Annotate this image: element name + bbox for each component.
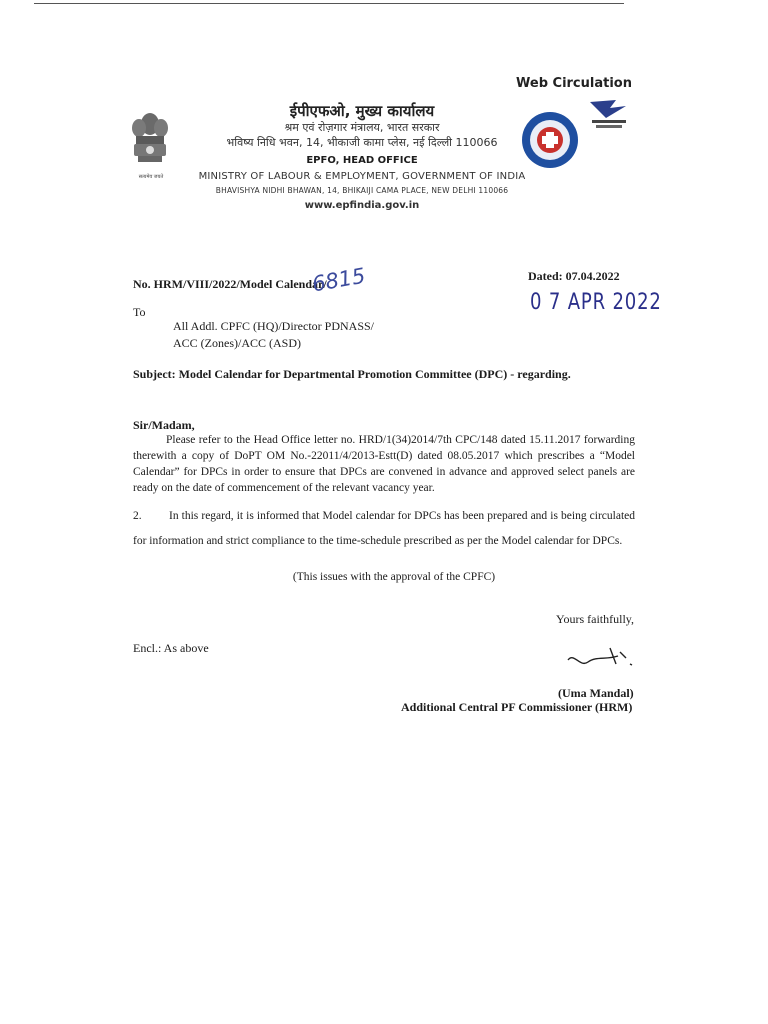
english-office-title: EPFO, HEAD OFFICE: [306, 155, 418, 166]
recipient-line-2: ACC (Zones)/ACC (ASD): [173, 336, 301, 350]
hindi-office-title: ईपीएफओ, मुख्य कार्यालय: [289, 102, 435, 120]
approval-note: [0, 571, 768, 583]
recipient-address: [173, 318, 374, 352]
hindi-ministry: श्रम एवं रोज़गार मंत्रालय, भारत सरकार: [284, 121, 440, 134]
closing: Yours faithfully,: [556, 612, 635, 626]
signature-icon: [560, 638, 640, 678]
scan-edge-line: [34, 3, 624, 4]
web-circulation-label: Web Circulation: [516, 76, 632, 91]
letterhead: [172, 102, 552, 211]
paragraph-2-text: In this regard, it is informed that Model calendar for DPCs has been prepared and is being circulated for information and strict compliance to the time-schedule prescribed as per the Model calendar for DPCs.: [133, 510, 635, 547]
signatory-name: (Uma Mandal): [558, 686, 634, 700]
letter-date: Dated: 07.04.2022: [528, 269, 620, 283]
approval-text: (This issues with the approval of the CPFC): [292, 571, 496, 583]
paragraph-2-number: 2.: [133, 510, 142, 522]
signatory-designation: Additional Central PF Commissioner (HRM): [401, 700, 633, 714]
handwritten-number: 6815: [310, 263, 368, 297]
enclosure-note: Encl.: As above: [133, 641, 209, 655]
emblem-caption: सत्यमेव जयते: [138, 174, 164, 180]
english-ministry: MINISTRY OF LABOUR & EMPLOYMENT, GOVERNMENT OF INDIA: [198, 171, 526, 182]
national-emblem-icon: [126, 106, 174, 176]
recipient-line-1: All Addl. CPFC (HQ)/Director PDNASS/: [173, 319, 375, 333]
salutation: Sir/Madam,: [133, 418, 195, 432]
subject-line: Subject: Model Calendar for Departmental Promotion Committee (DPC) - regarding.: [133, 367, 571, 381]
website-link[interactable]: www.epfindia.gov.in: [304, 200, 420, 211]
reference-number: No. HRM/VIII/2022/Model Calendar/: [133, 277, 327, 291]
date-stamp: 0 7 APR 2022: [530, 290, 662, 315]
to-label: To: [133, 305, 146, 319]
paragraph-1: Please refer to the Head Office letter no. HRD/1(34)2014/7th CPC/148 dated 15.11.2017 forwarding therewith a copy of DoPT OM No.-22011/4/2013-Estt(D) dated 08.05.2017 which prescribes a “Model Calendar” for DPCs in order to ensure that DPCs are convened in advance and approved select panels are ready on the date of commencement of the relevant vacancy year.: [133, 434, 635, 494]
hindi-address: भविष्य निधि भवन, 14, भीकाजी कामा प्लेस, नई दिल्ली 110066: [226, 136, 498, 149]
amrit-mahotsav-logo-icon: [586, 96, 632, 132]
paragraph-2: [133, 504, 635, 554]
english-address: BHAVISHYA NIDHI BHAWAN, 14, BHIKAIJI CAMA PLACE, NEW DELHI 110066: [215, 186, 509, 195]
